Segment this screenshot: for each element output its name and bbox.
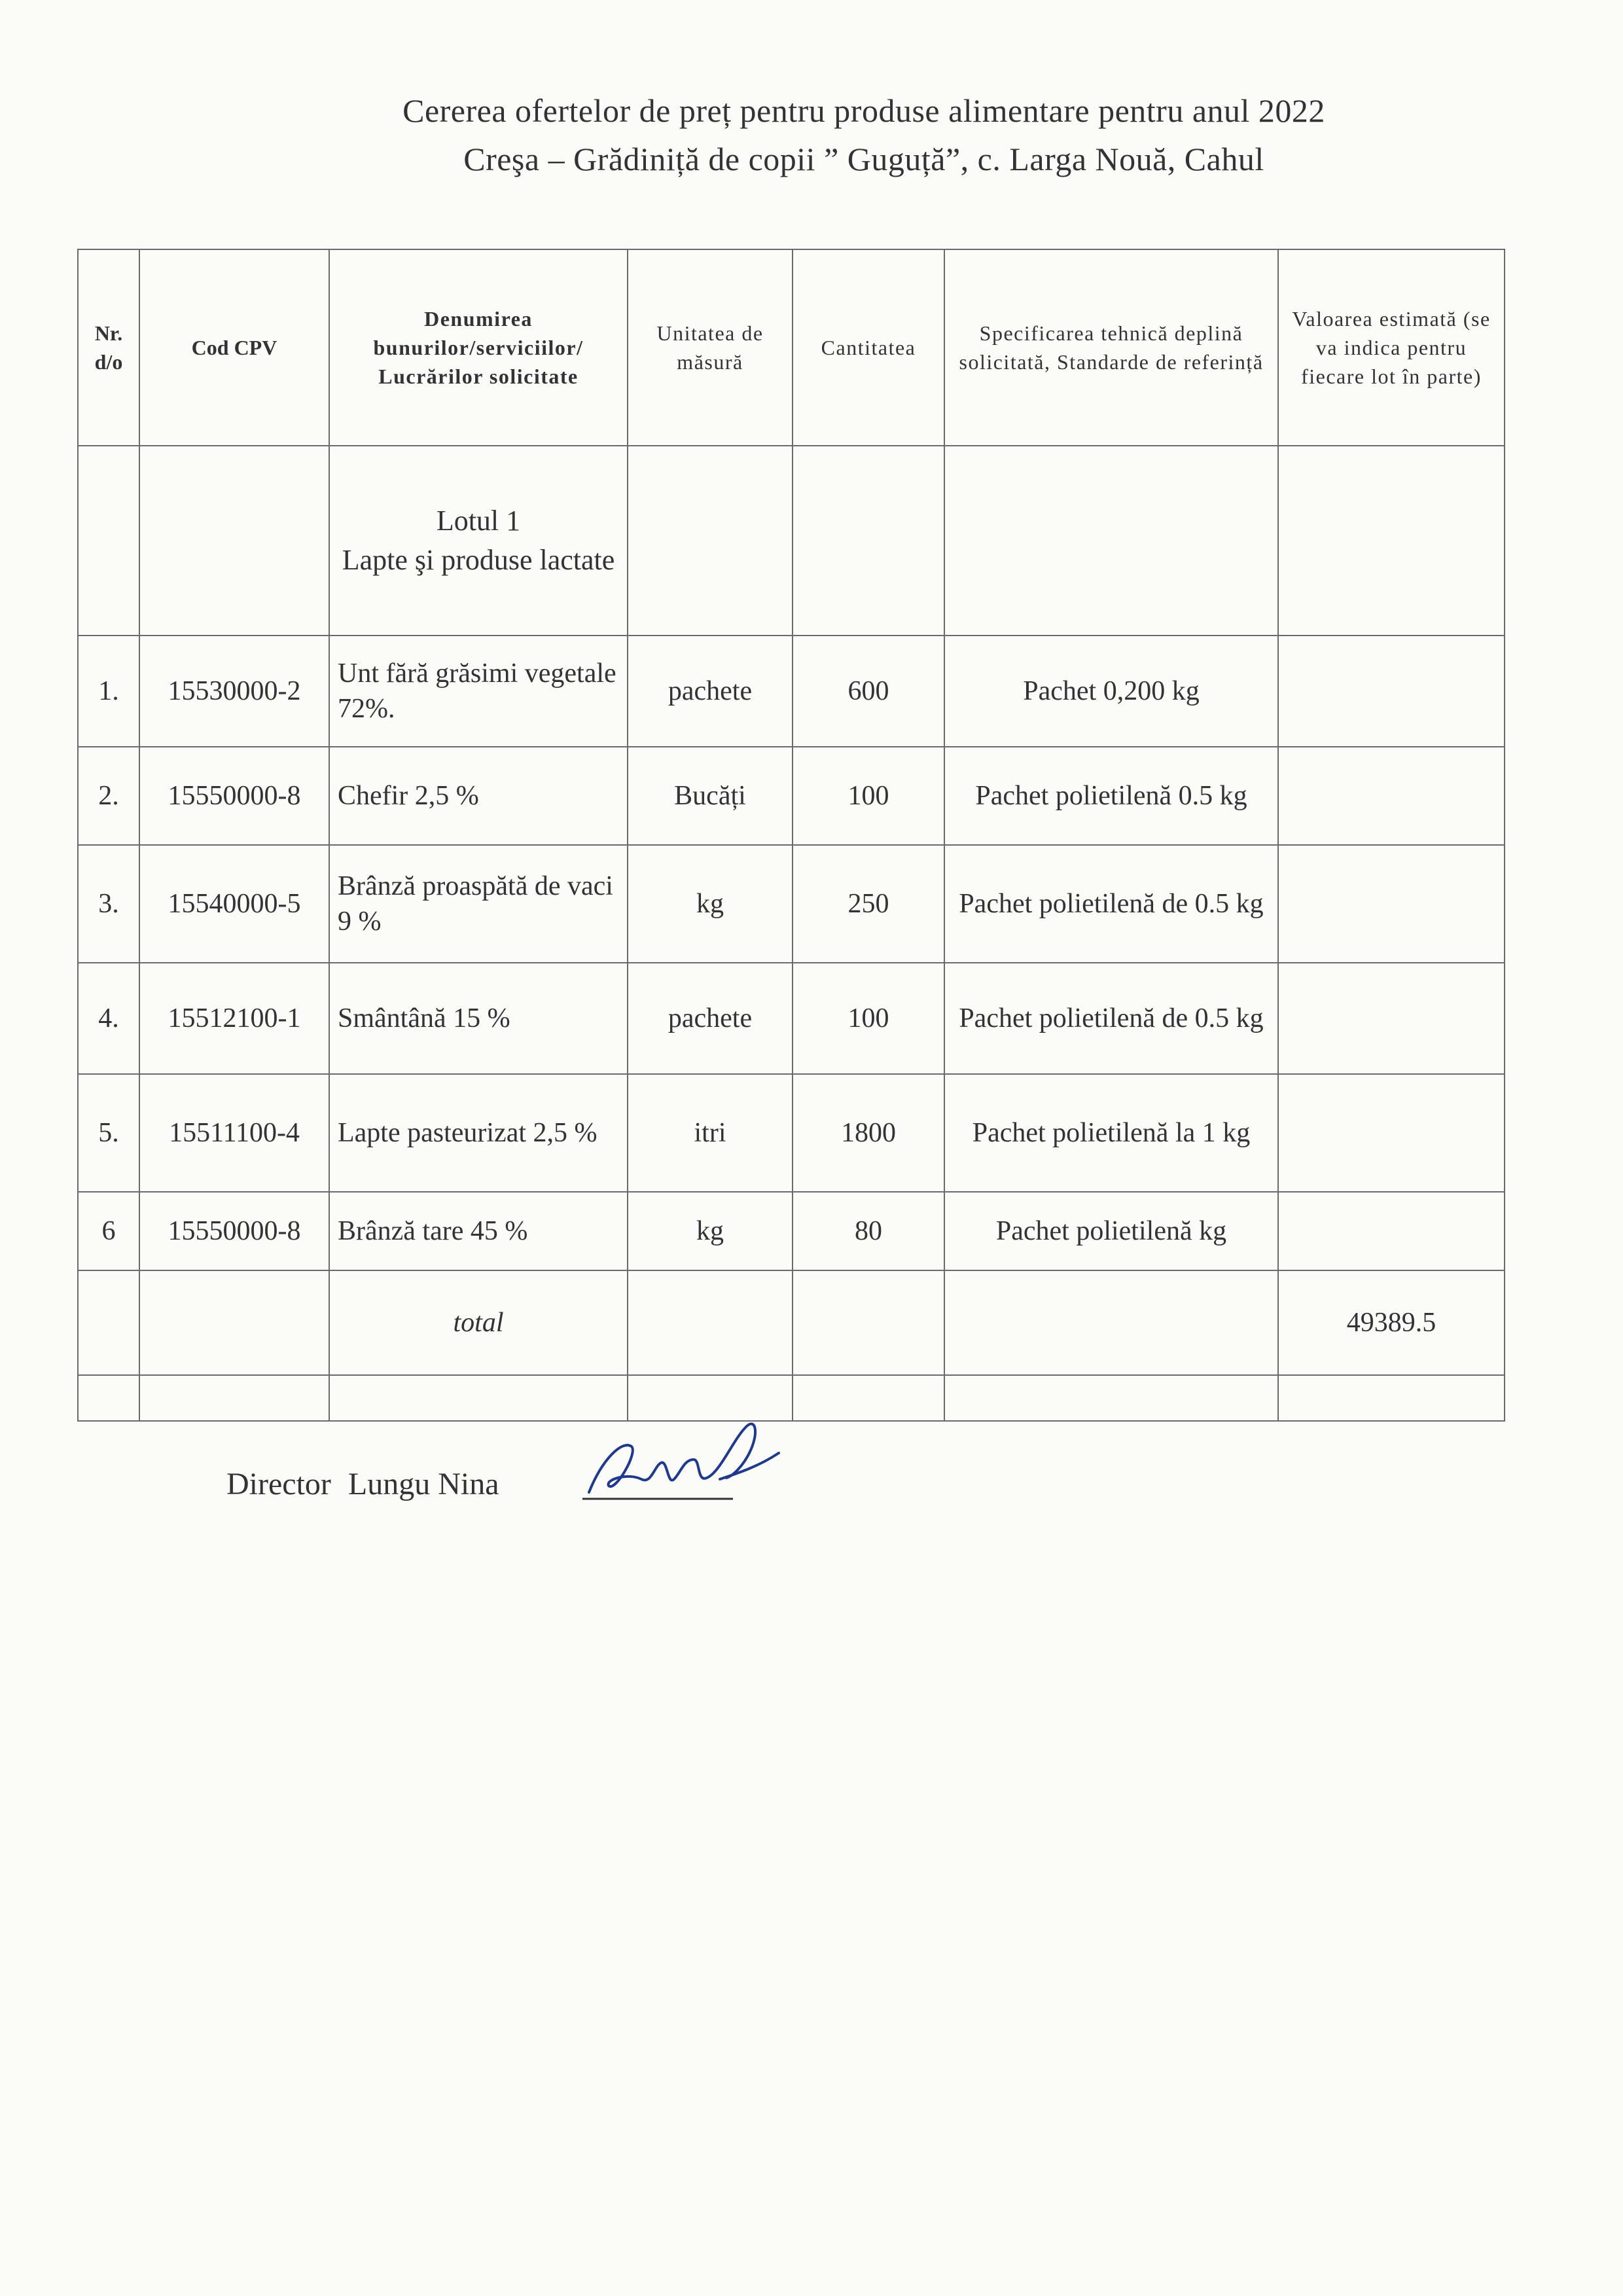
empty-row: [78, 1375, 1505, 1421]
row-denumire: Chefir 2,5 %: [329, 747, 628, 845]
row-unitate: itri: [628, 1074, 793, 1192]
row-cod: 15540000-5: [139, 845, 329, 963]
header-valoare: Valoarea estimată (se va indica pentru fiecare lot în parte): [1278, 249, 1505, 446]
row-valoare: [1278, 636, 1505, 747]
row-cantitate: 600: [793, 636, 944, 747]
total-value: 49389.5: [1278, 1270, 1505, 1375]
row-nr: 5.: [78, 1074, 139, 1192]
row-cod: 15550000-8: [139, 747, 329, 845]
header-specificare: Specificarea tehnică deplină solicitată, Standarde de referință: [944, 249, 1278, 446]
row-valoare: [1278, 1074, 1505, 1192]
row-specificare: Pachet polietilenă la 1 kg: [944, 1074, 1278, 1192]
lot-row: [78, 446, 1505, 636]
table-row: [78, 636, 1505, 747]
table-row: [78, 963, 1505, 1074]
row-denumire: Lapte pasteurizat 2,5 %: [329, 1074, 628, 1192]
lot-name: Lapte şi produse lactate: [342, 544, 615, 576]
row-cantitate: 100: [793, 747, 944, 845]
row-valoare: [1278, 845, 1505, 963]
row-unitate: pachete: [628, 636, 793, 747]
lot-number: Lotul 1: [436, 505, 521, 537]
document-title: Cererea ofertelor de preț pentru produse alimentare pentru anul 2022: [402, 92, 1325, 129]
header-cod-cpv: Cod CPV: [139, 249, 329, 446]
products-table: [77, 249, 1505, 1422]
row-unitate: kg: [628, 1192, 793, 1270]
table-header-row: [78, 249, 1505, 446]
row-valoare: [1278, 963, 1505, 1074]
row-cod: 15511100-4: [139, 1074, 329, 1192]
header-cantitate: Cantitatea: [793, 249, 944, 446]
row-valoare: [1278, 747, 1505, 845]
row-nr: 1.: [78, 636, 139, 747]
row-unitate: pachete: [628, 963, 793, 1074]
row-cantitate: 1800: [793, 1074, 944, 1192]
row-specificare: Pachet polietilenă de 0.5 kg: [944, 963, 1278, 1074]
row-denumire: Unt fără grăsimi vegetale 72%.: [329, 636, 628, 747]
director-role: Director: [226, 1467, 331, 1501]
row-specificare: Pachet polietilenă 0.5 kg: [944, 747, 1278, 845]
row-nr: 6: [78, 1192, 139, 1270]
row-denumire: Brânză proaspătă de vaci 9 %: [329, 845, 628, 963]
header-unitate: Unitatea de măsură: [628, 249, 793, 446]
row-nr: 3.: [78, 845, 139, 963]
handwritten-signature: [569, 1401, 785, 1512]
row-unitate: Bucăți: [628, 747, 793, 845]
row-cod: 15512100-1: [139, 963, 329, 1074]
header-nr: Nr. d/o: [78, 249, 139, 446]
row-valoare: [1278, 1192, 1505, 1270]
row-nr: 2.: [78, 747, 139, 845]
total-label: total: [329, 1270, 628, 1375]
row-cantitate: 80: [793, 1192, 944, 1270]
row-specificare: Pachet polietilenă kg: [944, 1192, 1278, 1270]
header-denumire: Denumirea bunurilor/serviciilor/ Lucrărilor solicitate: [329, 249, 628, 446]
row-cantitate: 100: [793, 963, 944, 1074]
row-cantitate: 250: [793, 845, 944, 963]
signature-line: [226, 1466, 499, 1502]
row-cod: 15550000-8: [139, 1192, 329, 1270]
row-specificare: Pachet polietilenă de 0.5 kg: [944, 845, 1278, 963]
row-denumire: Smântână 15 %: [329, 963, 628, 1074]
table-row: [78, 845, 1505, 963]
row-specificare: Pachet 0,200 kg: [944, 636, 1278, 747]
row-cod: 15530000-2: [139, 636, 329, 747]
director-name: Lungu Nina: [348, 1467, 499, 1501]
row-nr: 4.: [78, 963, 139, 1074]
total-row: [78, 1270, 1505, 1375]
row-denumire: Brânză tare 45 %: [329, 1192, 628, 1270]
lot-title: [329, 446, 628, 636]
table-row: [78, 747, 1505, 845]
table-row: [78, 1074, 1505, 1192]
institution-title: Creşa – Grădiniță de copii ” Guguță”, c. Larga Nouă, Cahul: [463, 141, 1264, 177]
table-row: [78, 1192, 1505, 1270]
row-unitate: kg: [628, 845, 793, 963]
